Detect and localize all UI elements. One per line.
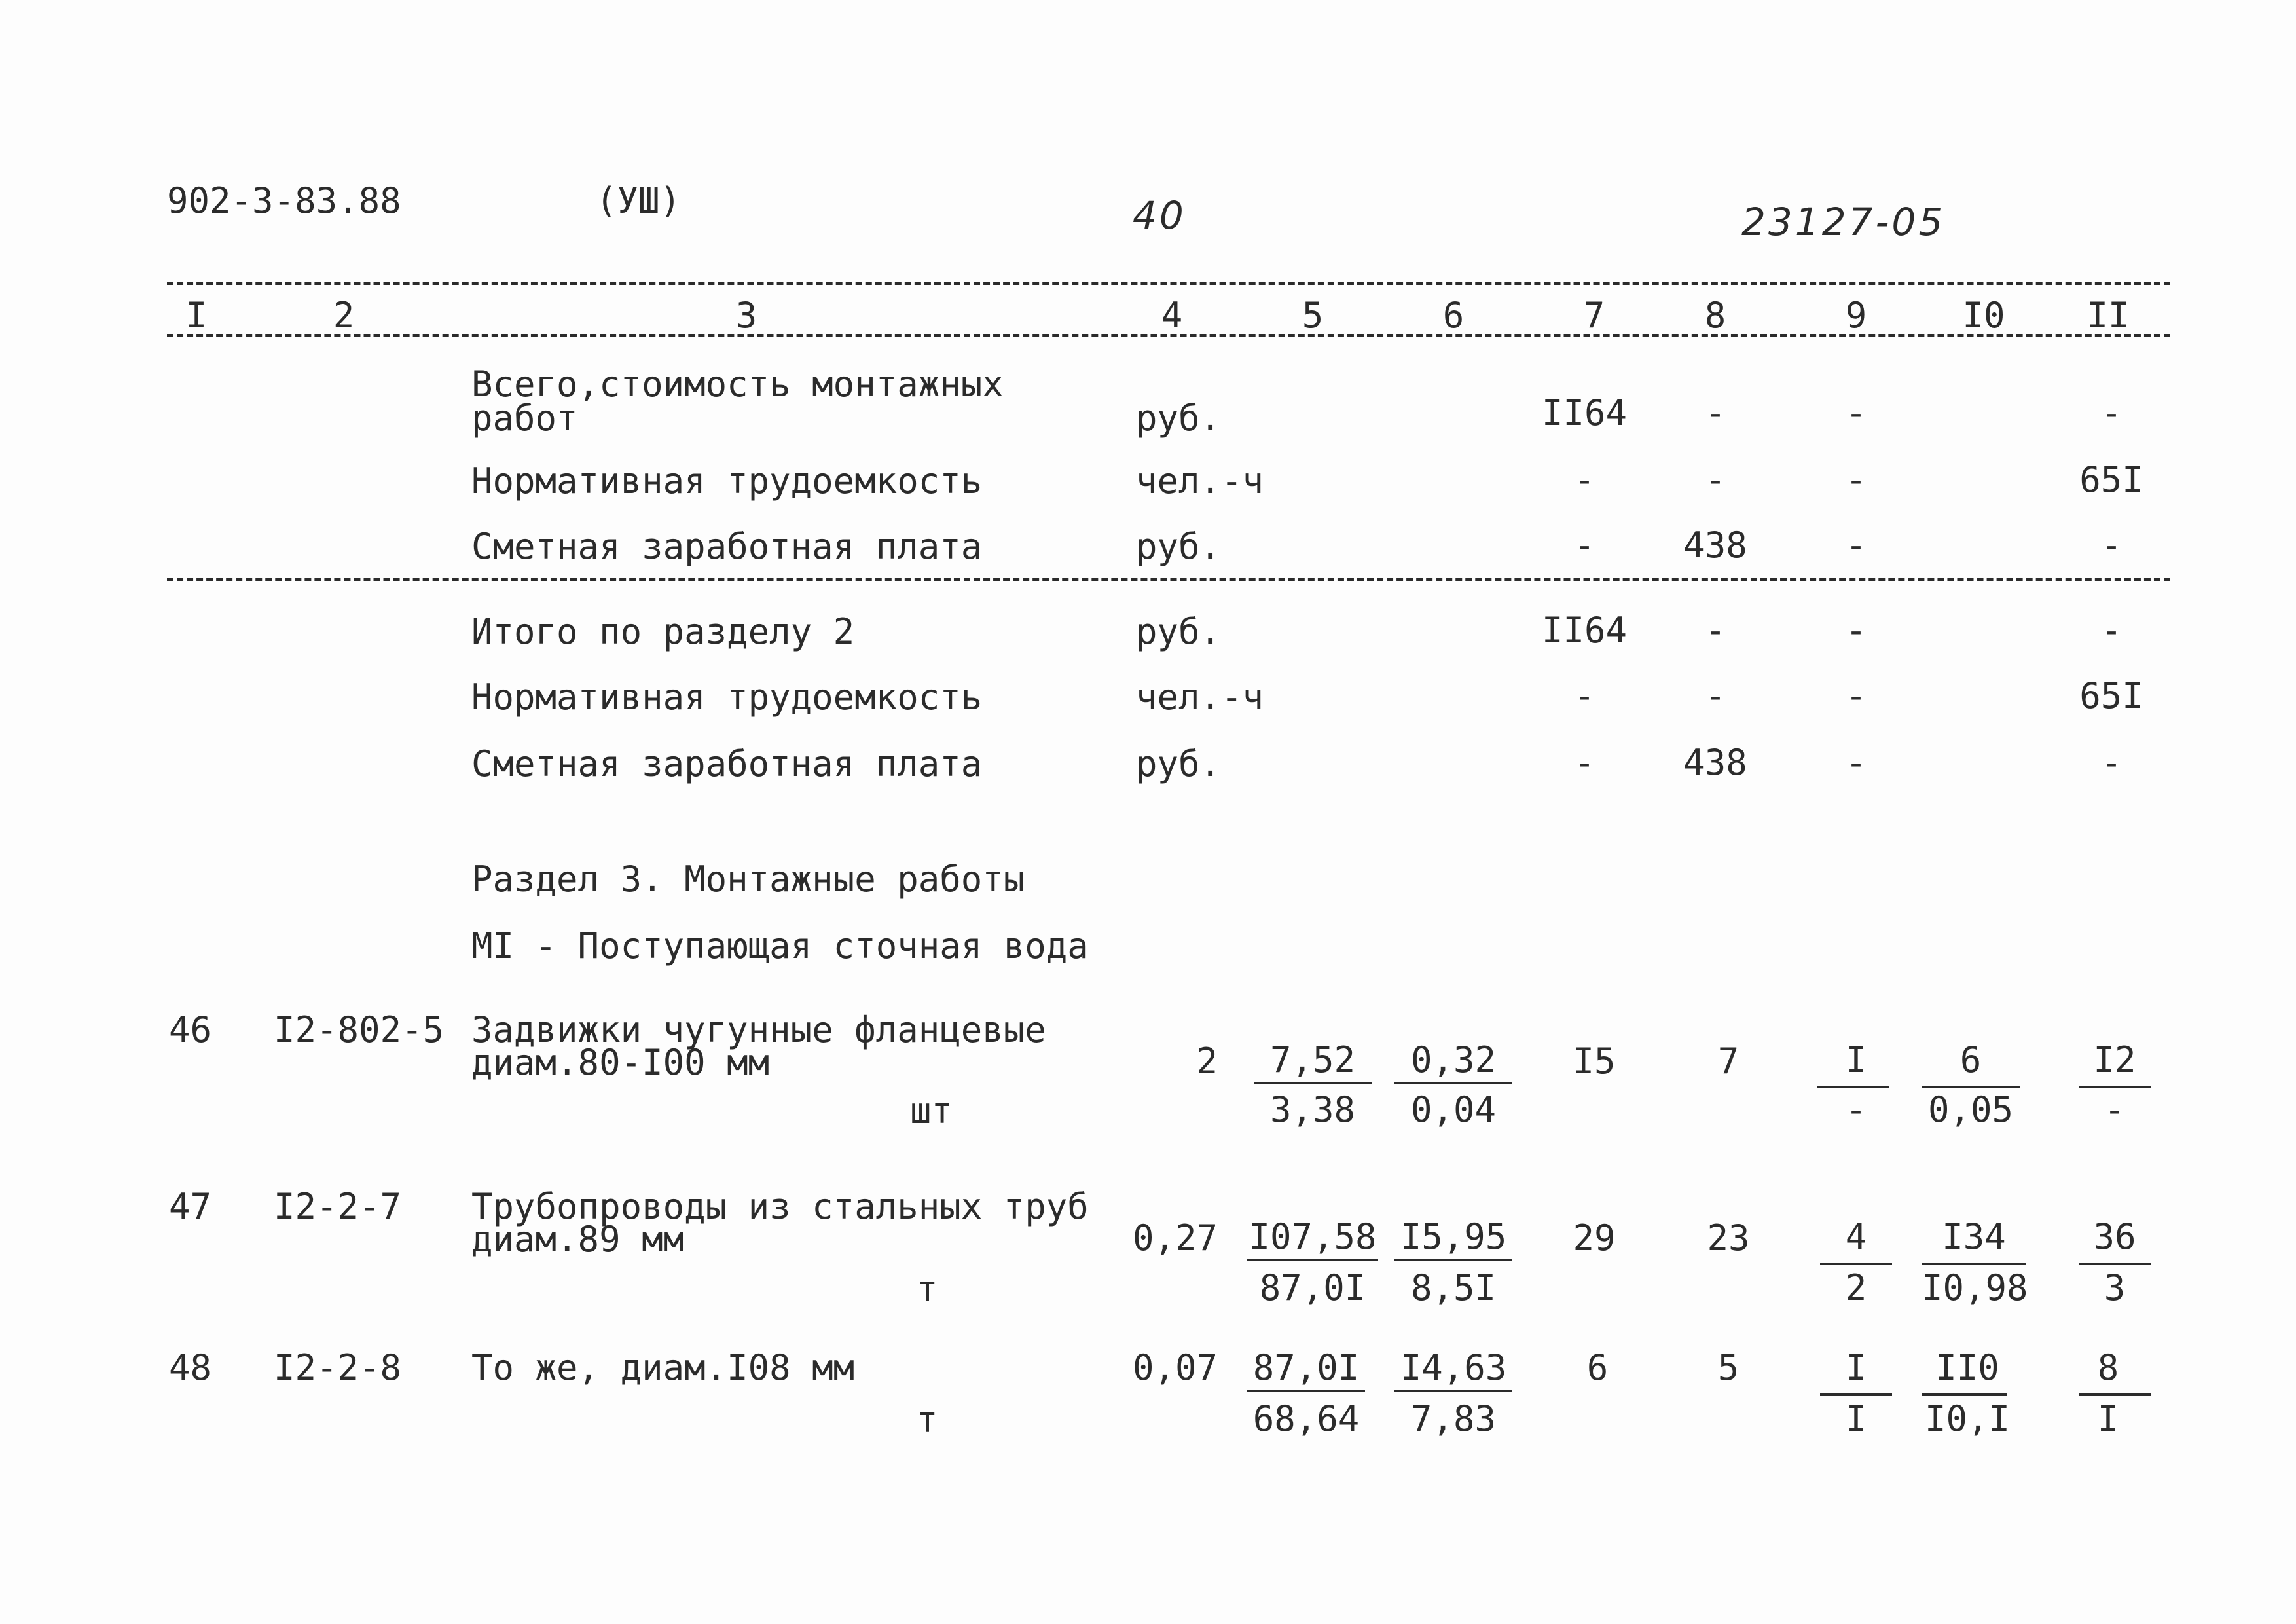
summary-col11: -	[2100, 525, 2123, 566]
summary-col7: -	[1573, 525, 1595, 566]
fraction-line	[1922, 1263, 2026, 1265]
item-unit: т	[917, 1268, 938, 1310]
summary-col11: -	[2100, 610, 2123, 651]
item-unit: шт	[910, 1090, 953, 1132]
item-name: Задвижки чугунные фланцевые	[471, 1009, 1046, 1050]
fraction-line	[1817, 1086, 1889, 1088]
summary-unit: руб.	[1136, 743, 1222, 784]
item-col8: 7	[1717, 1041, 1740, 1082]
item-quantity: 0,27	[1132, 1217, 1218, 1259]
item-col5-top: I07,58	[1247, 1219, 1378, 1261]
summary-col11: 65I	[2079, 675, 2143, 716]
summary-col8: -	[1704, 392, 1726, 434]
header-top-rule	[167, 282, 2170, 285]
item-col5-bottom: 68,64	[1252, 1398, 1360, 1439]
summary-col9: -	[1845, 392, 1867, 434]
item-col11-top: I2	[2093, 1039, 2136, 1080]
item-col5-bottom: 3,38	[1269, 1089, 1356, 1130]
fraction-line	[1820, 1393, 1892, 1396]
summary-col8: -	[1704, 610, 1726, 651]
item-quantity: 0,07	[1132, 1347, 1218, 1388]
item-col10-bottom: I0,I	[1924, 1398, 2011, 1439]
col-header-8: 8	[1704, 295, 1726, 336]
summary-label: Нормативная трудоемкость	[471, 676, 983, 718]
item-col10-top: II0	[1935, 1347, 1999, 1388]
item-number: 46	[169, 1009, 212, 1050]
inventory-number: 23127-05	[1741, 200, 1946, 244]
item-col9-top: I	[1845, 1347, 1867, 1388]
summary-col11: -	[2100, 392, 2123, 434]
item-col9-bottom: -	[1845, 1089, 1867, 1130]
summary-col8: 438	[1683, 525, 1747, 566]
fraction-line	[1922, 1086, 2020, 1088]
col-header-5: 5	[1302, 295, 1324, 336]
summary-col11: -	[2100, 742, 2123, 783]
item-col11-top: 8	[2097, 1347, 2119, 1388]
summary-col8: 438	[1683, 742, 1747, 783]
summary-col9: -	[1845, 610, 1867, 651]
section-title: Раздел 3. Монтажные работы	[471, 858, 1025, 900]
item-col8: 23	[1707, 1217, 1750, 1259]
item-col6-bottom: 8,5I	[1410, 1267, 1497, 1308]
col-header-6: 6	[1442, 295, 1465, 336]
item-col6-bottom: 0,04	[1410, 1089, 1497, 1130]
summary-label: Сметная заработная плата	[471, 743, 983, 784]
item-col9-bottom: I	[1845, 1398, 1867, 1439]
summary-unit: руб.	[1136, 397, 1222, 439]
item-col9-top: I	[1845, 1039, 1867, 1080]
summary-unit: руб.	[1136, 526, 1222, 567]
item-number: 48	[169, 1347, 212, 1388]
summary-col8: -	[1704, 675, 1726, 716]
summary-unit: чел.-ч	[1136, 676, 1264, 718]
item-col11-bottom: -	[2104, 1089, 2126, 1130]
item-col6-top: I5,95	[1394, 1219, 1512, 1261]
fraction-line	[2079, 1263, 2151, 1265]
summary-col8: -	[1704, 459, 1726, 500]
item-col9-top: 4	[1845, 1216, 1867, 1257]
item-col9-bottom: 2	[1845, 1267, 1867, 1308]
summary-col11: 65I	[2079, 459, 2143, 500]
summary-col9: -	[1845, 525, 1867, 566]
item-col5-top: 87,0I	[1247, 1350, 1365, 1392]
summary-label: Сметная заработная плата	[471, 526, 983, 567]
summary-col9: -	[1845, 742, 1867, 783]
section-subtitle: MI - Поступающая сточная вода	[471, 925, 1089, 967]
summary-unit: чел.-ч	[1136, 460, 1264, 502]
summary-col7: II64	[1541, 610, 1628, 651]
col-header-7: 7	[1583, 295, 1605, 336]
item-code: I2-2-8	[274, 1347, 402, 1388]
summary-col7: II64	[1541, 392, 1628, 434]
summary-label-cont: работ	[471, 397, 578, 439]
item-col8: 5	[1717, 1347, 1740, 1388]
summary-col7: -	[1573, 675, 1595, 716]
item-col7: 29	[1573, 1217, 1616, 1259]
summary-divider	[167, 578, 2170, 581]
item-col7: I5	[1573, 1041, 1616, 1082]
item-name-cont: диам.80-I00 мм	[471, 1042, 770, 1083]
volume-label: (УШ)	[596, 180, 682, 221]
summary-col7: -	[1573, 459, 1595, 500]
item-col10-bottom: 0,05	[1927, 1089, 2014, 1130]
item-code: I2-2-7	[274, 1186, 402, 1227]
item-col6-bottom: 7,83	[1410, 1398, 1497, 1439]
col-header-2: 2	[333, 295, 355, 336]
col-header-10: I0	[1962, 295, 2005, 336]
item-col6-top: 0,32	[1394, 1043, 1512, 1084]
item-col11-bottom: I	[2097, 1398, 2119, 1439]
fraction-line	[1922, 1393, 2007, 1396]
summary-label: Всего,стоимость монтажных	[471, 363, 1004, 405]
summary-col9: -	[1845, 675, 1867, 716]
item-code: I2-802-5	[274, 1009, 445, 1050]
item-name-cont: диам.89 мм	[471, 1219, 685, 1260]
item-quantity: 2	[1196, 1041, 1218, 1082]
col-header-3: 3	[735, 295, 757, 336]
summary-col7: -	[1573, 742, 1595, 783]
page-number: 40	[1133, 193, 1186, 238]
item-name: То же, диам.I08 мм	[471, 1347, 855, 1388]
item-number: 47	[169, 1186, 212, 1227]
item-unit: т	[917, 1399, 938, 1441]
fraction-line	[2079, 1393, 2151, 1396]
item-col11-bottom: 3	[2104, 1267, 2126, 1308]
summary-unit: руб.	[1136, 611, 1222, 652]
col-header-4: 4	[1161, 295, 1183, 336]
item-col10-bottom: I0,98	[1922, 1267, 2028, 1308]
item-col7: 6	[1586, 1347, 1609, 1388]
item-col5-bottom: 87,0I	[1259, 1267, 1366, 1308]
col-header-9: 9	[1845, 295, 1867, 336]
doc-code: 902-3-83.88	[167, 180, 401, 221]
summary-label: Нормативная трудоемкость	[471, 460, 983, 502]
item-col6-top: I4,63	[1394, 1350, 1512, 1392]
item-col5-top: 7,52	[1254, 1043, 1372, 1084]
fraction-line	[1820, 1263, 1892, 1265]
summary-label: Итого по разделу 2	[471, 611, 855, 652]
item-col10-top: 6	[1959, 1039, 1982, 1080]
item-col10-top: I34	[1942, 1216, 2006, 1257]
fraction-line	[2079, 1086, 2151, 1088]
item-name: Трубопроводы из стальных труб	[471, 1186, 1089, 1227]
col-header-1: I	[185, 295, 208, 336]
col-header-11: II	[2086, 295, 2130, 336]
summary-col9: -	[1845, 459, 1867, 500]
item-col11-top: 36	[2093, 1216, 2136, 1257]
